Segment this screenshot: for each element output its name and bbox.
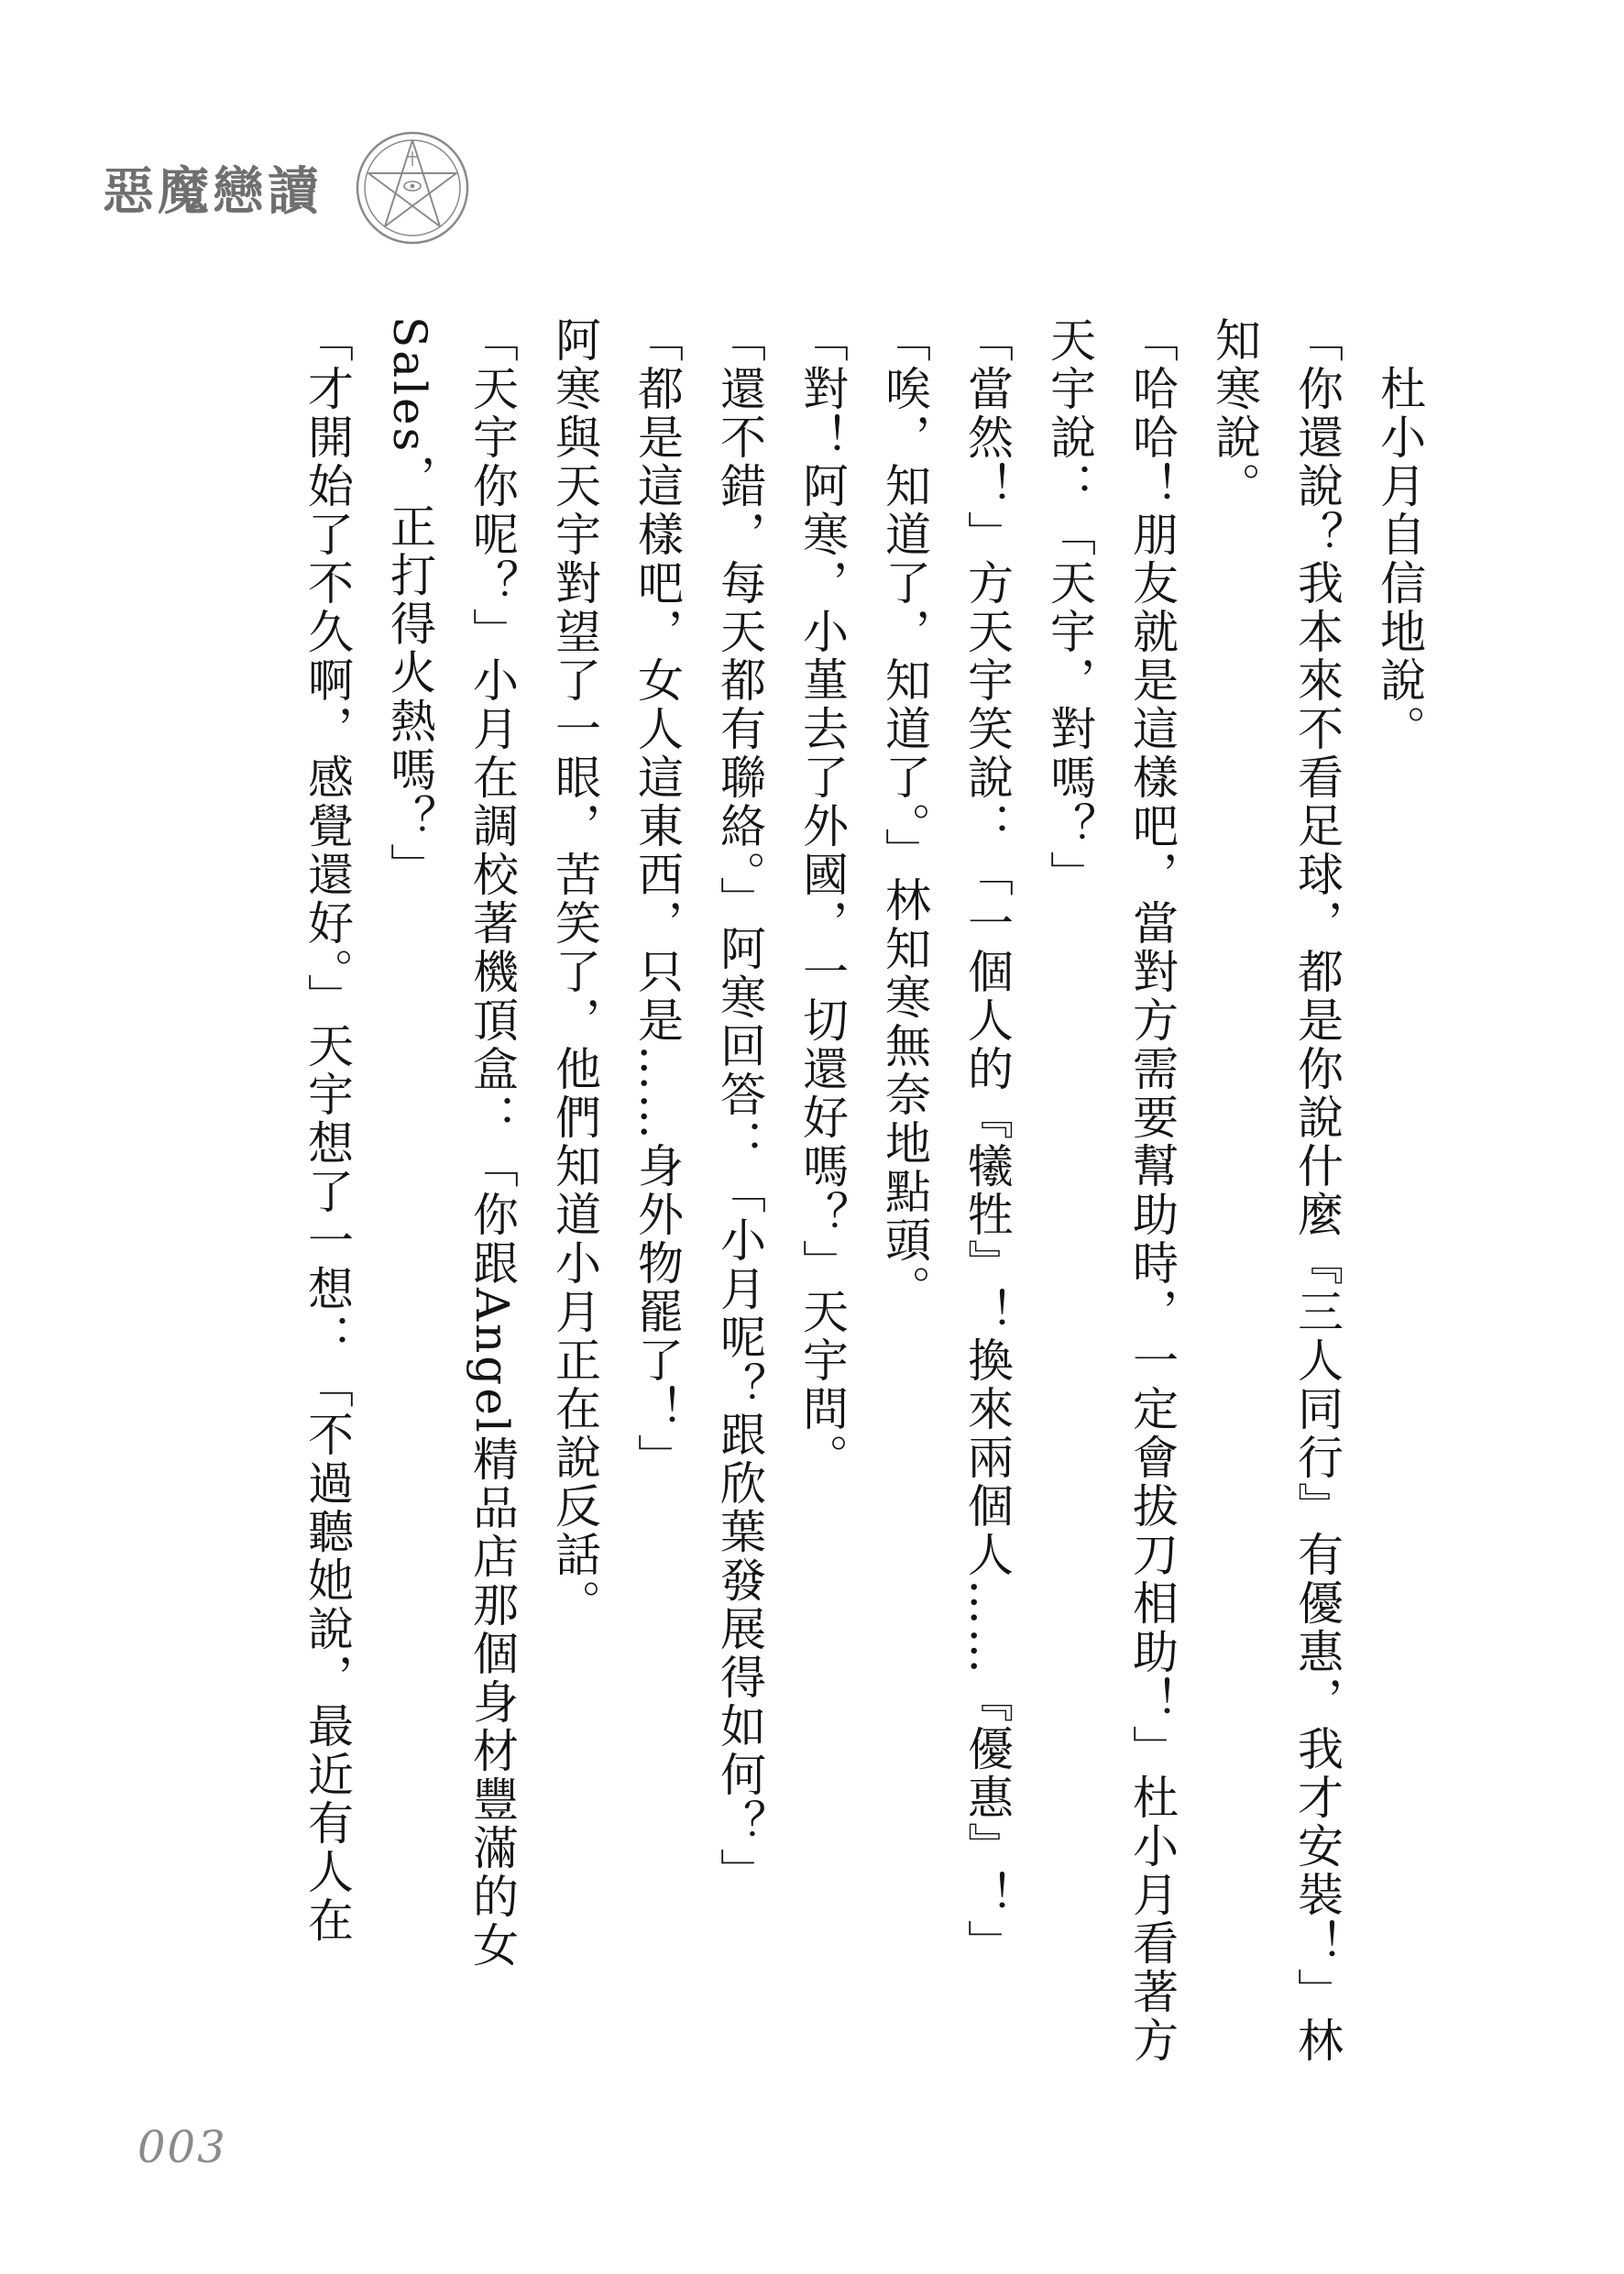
paragraph: 「還不錯，每天都有聯絡。」阿寒回答：「小月呢？跟欣葉發展得如何？」 bbox=[713, 316, 766, 1896]
paragraph: 「才開始了不久啊，感覺還好。」天宇想了一想：「不過聽她說，最近有人在 bbox=[301, 316, 354, 1945]
vertical-text-body bbox=[286, 316, 1441, 2113]
paragraph: 杜小月自信地說。 bbox=[1373, 365, 1426, 753]
paragraph: 「唉，知道了，知道了。」林知寒無奈地點頭。 bbox=[878, 316, 931, 1313]
paragraph: 「你還說？我本來不看足球，都是你說什麼『三人同行』有優惠，我才安裝！」林知寒說。 bbox=[1208, 316, 1344, 2065]
paragraph: 「哈哈！朋友就是這樣吧，當對方需要幫助時，一定會拔刀相助！」杜小月看著方天宇說：「天宇，對嗎？」 bbox=[1043, 316, 1179, 2065]
page-number: 003 bbox=[137, 2122, 227, 2173]
book-title: 惡魔戀讀 bbox=[103, 161, 323, 222]
paragraph: 阿寒與天宇對望了一眼，苦笑了，他們知道小月正在說反話。 bbox=[548, 316, 601, 1628]
paragraph: 「對！阿寒，小堇去了外國，一切還好嗎？」天宇問。 bbox=[796, 316, 849, 1482]
paragraph: 「天宇你呢？」小月在調校著機頂盒：「你跟Angel精品店那個身材豐滿的女Sales，正打得火熱嗎？」 bbox=[383, 316, 519, 1970]
pentagram-eye-icon bbox=[354, 129, 471, 247]
paragraph: 「當然！」方天宇笑說：「一個人的『犧牲』！換來兩個人……『優惠』！」 bbox=[960, 316, 1014, 1968]
running-header bbox=[103, 128, 471, 247]
paragraph: 「都是這樣吧，女人這東西，只是……身外物罷了！」 bbox=[631, 316, 684, 1482]
